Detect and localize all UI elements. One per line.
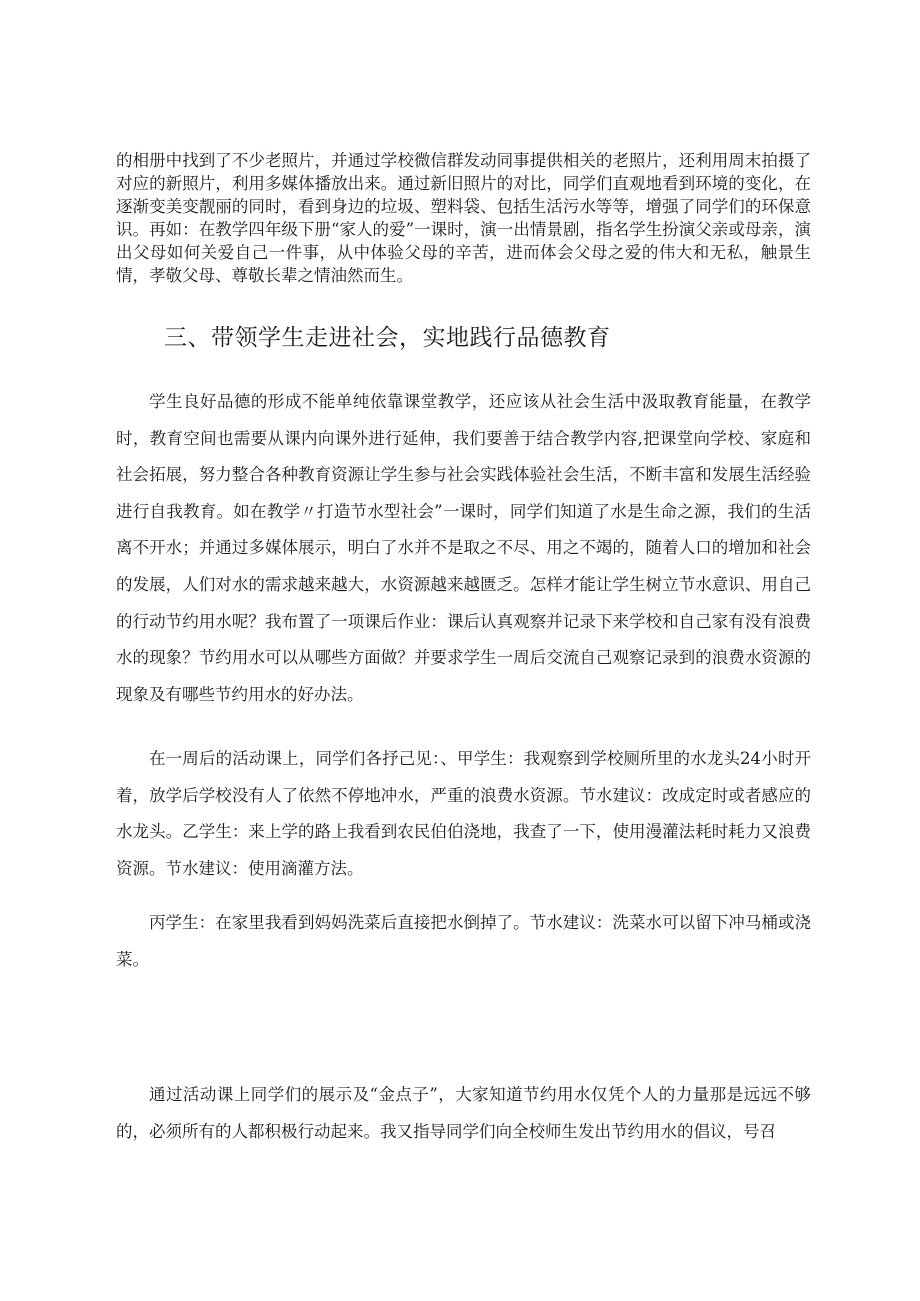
section-heading: 三、带领学生走进社会，实地践行品德教育 [164, 325, 611, 351]
intro-paragraph: 的相册中找到了不少老照片，并通过学校微信群发动同事提供相关的老照片，还利用周末拍摄了对应的新照片，利用多媒体播放出来。通过新旧照片的对比，同学们直观地看到环境的变化，在逐渐变美变靓丽的同时，看到身边的垃圾、塑料袋、包括生活污水等等，增强了同学们的环保意识。再如：在教学四年级下册“家人的爱”一课时，演一出情景剧，指名学生扮演父亲或母亲，演出父母如何关爱自己一件事，从中体验父母的辛苦，进而体会父母之爱的伟大和无私，触景生情，孝敬父母、尊敬长辈之情油然而生。 [116, 151, 811, 285]
body-paragraph-1: 学生良好品德的形成不能单纯依靠课堂教学，还应该从社会生活中汲取教育能量，在教学时，教育空间也需要从课内向课外进行延伸，我们要善于结合教学内容,把课堂向学校、家庭和社会拓展，努力整合各种教育资源让学生参与社会实践体验社会生活，不断丰富和发展生活经验进行自我教育。如在教学〃打造节水型社会”一课时，同学们知道了水是生命之源，我们的生活离不开水；并通过多媒体展示，明白了水并不是取之不尽、用之不竭的，随着人口的增加和社会的发展，人们对水的需求越来越大，水资源越来越匮乏。怎样才能让学生树立节水意识、用自己的行动节约用水呢？我布置了一项课后作业：课后认真观察并记录下来学校和自己家有没有浪费水的现象？节约用水可以从哪些方面做？并要求学生一周后交流自己观察记录到的浪费水资源的现象及有哪些节约用水的好办法。 [116, 392, 811, 704]
body-paragraph-4: 通过活动课上同学们的展示及“金点子”，大家知道节约用水仅凭个人的力量那是远远不够的，必须所有的人都积极行动起来。我又指导同学们向全校师生发出节约用水的倡议，号召 [116, 1085, 811, 1141]
body-paragraph-2: 在一周后的活动课上，同学们各抒己见：、甲学生：我观察到学校厕所里的水龙头24小时开着，放学后学校没有人了依然不停地冲水，严重的浪费水资源。节水建议：改成定时或者感应的水龙头。乙学生：来上学的路上我看到农民伯伯浇地，我查了一下，使用漫灌法耗时耗力又浪费资源。节水建议：使用滴灌方法。 [116, 749, 811, 878]
body-paragraph-3: 丙学生：在家里我看到妈妈洗菜后直接把水倒掉了。节水建议：洗菜水可以留下冲马桶或浇菜。 [116, 913, 811, 969]
